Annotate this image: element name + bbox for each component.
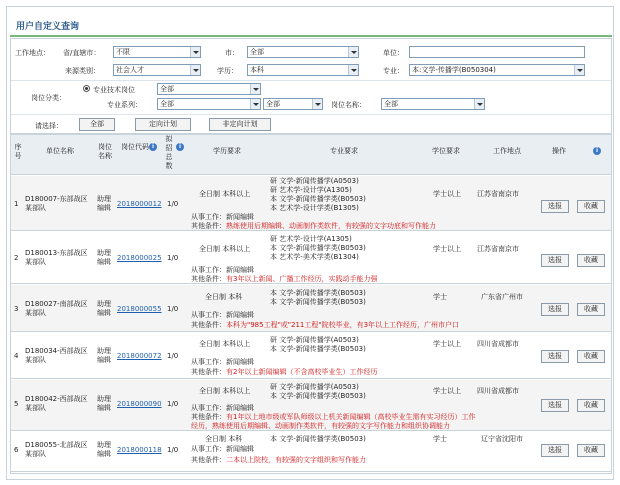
province-select[interactable]: 不限 [113, 46, 201, 58]
post-code-link[interactable]: 2018000025 [117, 254, 162, 262]
major-label: 专业： [383, 67, 404, 75]
favorite-button[interactable]: 收藏 [577, 254, 605, 267]
education-select[interactable]: 本科 [247, 64, 359, 76]
filter-divider [11, 114, 611, 115]
page-title: 用户自定义查询 [16, 22, 80, 32]
targeted-plan-button[interactable]: 定向计划 [135, 118, 191, 131]
table-row: 1 D180007-东部战区 某部队 助理 编辑 2018000012 1/0 全日制 本科以上 研 文学-新闻传播学(A0503) 研 艺术学-设计学(A1305) 本 文学-新闻传播学类(B0503) 本 艺术学-设计学类(B1305) 学士以上 江苏省南京市 选报 收藏 从事工作：新闻编辑 其他条件：熟练使用后期编辑、动画制作类软件，有较强的文字功底和写作能力 [11, 176, 611, 231]
chevron-down-icon [348, 65, 358, 75]
education-label: 学历： [217, 67, 238, 75]
chevron-down-icon [312, 99, 322, 109]
th-plan: 拟 招 总 数 [165, 135, 173, 170]
select-button[interactable]: 选报 [541, 254, 569, 267]
info-icon[interactable]: i [149, 143, 157, 151]
favorite-button[interactable]: 收藏 [577, 399, 605, 412]
select-button[interactable]: 选报 [541, 350, 569, 363]
table-header [11, 135, 611, 175]
work-location-label: 工作地点： [15, 49, 50, 57]
major-series-select[interactable]: 全部 [157, 98, 261, 110]
table-row: 6 D180055-北部战区 某部队 助理 编辑 2018000118 1/0 全日制 本科 本 文学-新闻传播学类(B0503) 学士 辽宁省沈阳市 选报 收藏 从事工作：新闻编辑 其他条件：二本以上院校，有较强的文字组织和写作能力 [11, 432, 611, 472]
choose-label: 请选择： [35, 122, 63, 130]
unit-input[interactable] [409, 46, 585, 58]
info-icon[interactable]: i [176, 143, 184, 151]
major-select[interactable]: 本:文学-传播学(B050304) [409, 64, 585, 76]
th-action: 操作 [552, 147, 566, 155]
select-button[interactable]: 选报 [541, 444, 569, 457]
post-type-select[interactable]: 全部 [157, 83, 261, 95]
favorite-button[interactable]: 收藏 [577, 303, 605, 316]
unit-label: 单位： [383, 49, 404, 57]
chevron-down-icon [348, 47, 358, 57]
province-label: 省/直辖市： [63, 49, 101, 57]
favorite-button[interactable]: 收藏 [577, 350, 605, 363]
results-table [10, 134, 612, 474]
filter-divider [11, 80, 611, 81]
city-label: 市： [225, 49, 239, 57]
source-select[interactable]: 社会人才 [113, 64, 201, 76]
th-major-req: 专业要求 [330, 147, 358, 155]
post-code-link[interactable]: 2018000090 [117, 400, 162, 408]
table-row: 3 D180027-南部战区 某部队 助理 编辑 2018000055 1/0 全日制 本科 本 文学-新闻传播学类(B0503) 本 文学-新闻传播学类(B0503) 学士 广东省广州市 选报 收藏 从事工作：新闻编辑 其他条件：本科为"985工程"或"211工程"院校毕业，有3年以上工作经历，广州市户口 [11, 285, 611, 332]
post-type-label: 专业技术岗位 [93, 86, 135, 94]
select-button[interactable]: 选报 [541, 303, 569, 316]
nontargeted-plan-button[interactable]: 非定向计划 [209, 118, 271, 131]
info-icon[interactable]: i [593, 147, 601, 155]
table-row: 4 D180034-西部战区 某部队 助理 编辑 2018000072 1/0 全日制 本科以上 研 文学-新闻传播学(A0503) 本 文学-新闻传播学类(B0503) 学士以上 四川省成都市 选报 收藏 从事工作：新闻编辑 其他条件：有2年以上新闻编辑（不含高校毕业生）工作经历 [11, 333, 611, 379]
chevron-down-icon [250, 84, 260, 94]
post-code-link[interactable]: 2018000055 [117, 305, 162, 313]
chevron-down-icon [474, 99, 484, 109]
table-row: 2 D180013-东部战区 某部队 助理 编辑 2018000025 1/0 全日制 本科以上 研 艺术学-设计学(A1305) 本 文学-新闻传播学类(B0503) 本 艺术学-美术学类(B1304) 学士以上 江苏省南京市 选报 收藏 从事工作：新闻编辑 其他条件：有3年以上新闻、广播工作经历，实践动手能力强 [11, 232, 611, 284]
chevron-down-icon [190, 65, 200, 75]
post-name-label: 岗位名称： [331, 101, 366, 109]
favorite-button[interactable]: 收藏 [577, 200, 605, 213]
all-button[interactable]: 全部 [79, 118, 115, 131]
th-unit: 单位名称 [46, 147, 74, 155]
major-series-sub-select[interactable]: 全部 [263, 98, 323, 110]
table-row: 5 D180042-西部战区 某部队 助理 编辑 2018000090 1/0 全日制 本科以上 研 文学-新闻传播学(A0503) 本 文学-新闻传播学类(B0503) 学士以上 四川省成都市 选报 收藏 从事工作：新闻编辑 其他条件：有1年以上地市级或军队师级以上机关新闻编辑（高校毕业生需有实习经历）工作 经历，熟练使用后期编辑、动画制作类软件，有较强的文字写作能力和组织协调能力 [11, 380, 611, 431]
source-label: 来源类别： [65, 67, 100, 75]
select-button[interactable]: 选报 [541, 200, 569, 213]
chevron-down-icon [250, 99, 260, 109]
chevron-down-icon [190, 47, 200, 57]
post-name-select[interactable]: 全部 [381, 98, 485, 110]
filter-panel [10, 38, 612, 134]
post-type-radio[interactable] [83, 85, 90, 92]
title-divider [10, 35, 612, 37]
chevron-down-icon [574, 65, 584, 75]
post-code-link[interactable]: 2018000012 [117, 200, 162, 208]
th-post-name: 岗位 名称 [98, 143, 112, 160]
th-post-code: 岗位代码 [121, 143, 149, 151]
favorite-button[interactable]: 收藏 [577, 444, 605, 457]
city-select[interactable]: 全部 [247, 46, 359, 58]
post-class-label: 岗位分类： [31, 94, 66, 102]
post-code-link[interactable]: 2018000118 [117, 446, 162, 454]
th-degree-req: 学位要求 [432, 147, 460, 155]
major-series-label: 专业系列： [107, 101, 142, 109]
th-location: 工作地点 [493, 147, 521, 155]
select-button[interactable]: 选报 [541, 399, 569, 412]
th-seq: 序 号 [14, 143, 22, 160]
th-edu-req: 学历要求 [213, 147, 241, 155]
post-code-link[interactable]: 2018000072 [117, 352, 162, 360]
